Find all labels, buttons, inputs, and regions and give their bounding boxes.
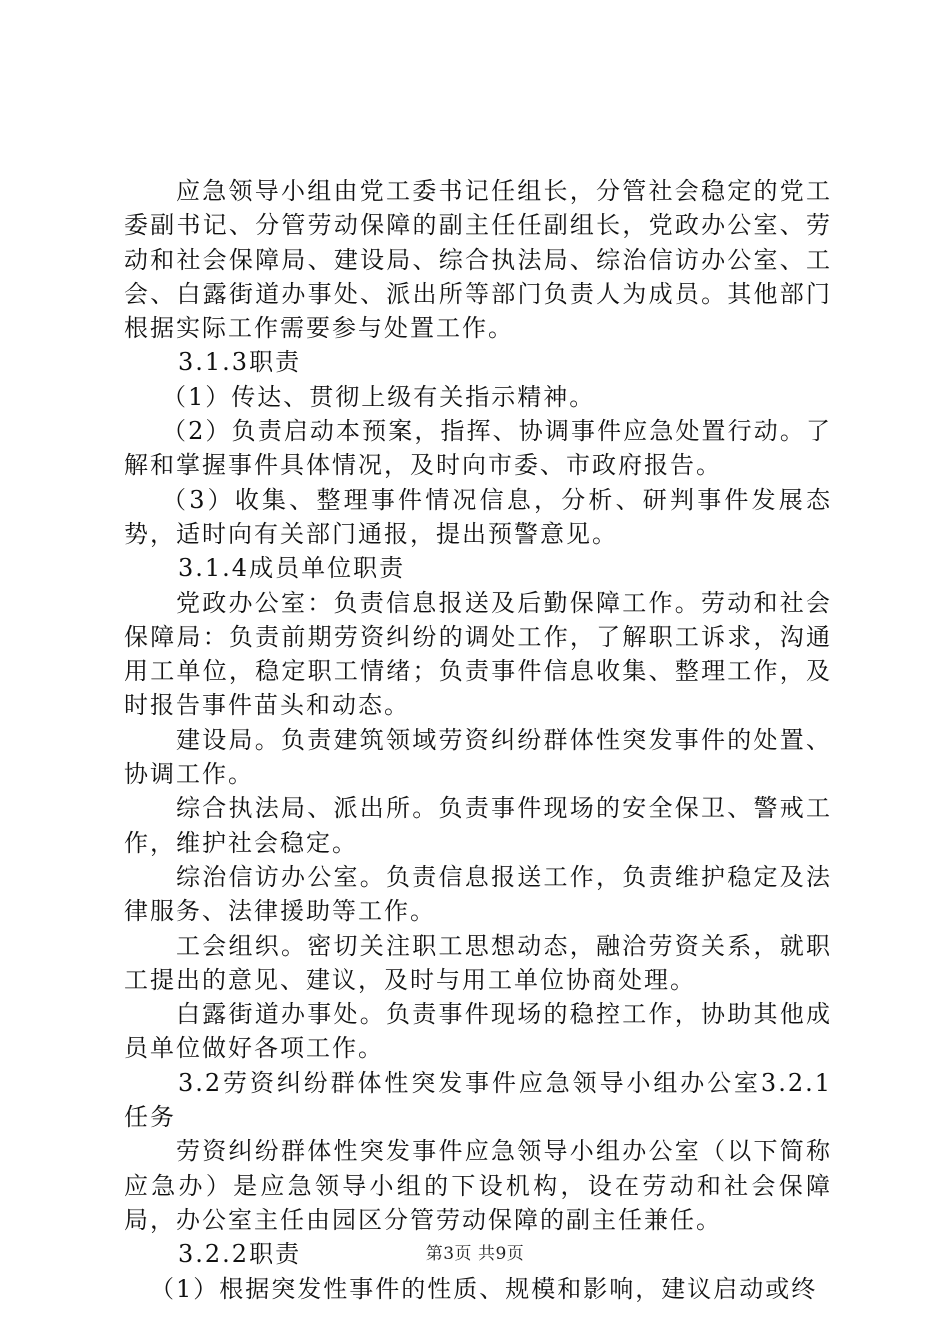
paragraph-leadership-composition: 应急领导小组由党工委书记任组长，分管社会稳定的党工委副书记、分管劳动保障的副主任任副组长，党政办公室、劳动和社会保障局、建设局、综合执法局、综治信访办公室、工会、白露街道办事处、派出所等部门负责人为成员。其他部门根据实际工作需要参与处置工作。 bbox=[124, 177, 832, 343]
duty-item-2: （2）负责启动本预案，指挥、协调事件应急处置行动。了解和掌握事件具体情况，及时向市委、市政府报告。 bbox=[124, 417, 832, 480]
paragraph-construction-bureau: 建设局。负责建筑领域劳资纠纷群体性突发事件的处置、协调工作。 bbox=[124, 725, 832, 789]
duty-item-office-1: （1）根据突发性事件的性质、规模和影响，建议启动或终 bbox=[150, 1274, 818, 1303]
paragraph-trade-union: 工会组织。密切关注职工思想动态，融洽劳资关系，就职工提出的意见、建议，及时与用工单位协商处理。 bbox=[124, 931, 832, 994]
section-heading-3-1-4: 3.1.4成员单位职责 bbox=[178, 554, 406, 583]
section-heading-3-1-3: 3.1.3职责 bbox=[178, 348, 302, 377]
paragraph-party-office-labor-bureau: 党政办公室：负责信息报送及后勤保障工作。劳动和社会保障局：负责前期劳资纠纷的调处工作，了解职工诉求，沟通用工单位，稳定职工情绪；负责事件信息收集、整理工作，及时报告事件苗头和动态。 bbox=[124, 588, 832, 720]
section-heading-3-2: 3.2劳资纠纷群体性突发事件应急领导小组办公室3.2.1任务 bbox=[124, 1068, 832, 1132]
paragraph-emergency-office: 劳资纠纷群体性突发事件应急领导小组办公室（以下简称应急办）是应急领导小组的下设机构，设在劳动和社会保障局，办公室主任由园区分管劳动保障的副主任兼任。 bbox=[124, 1137, 832, 1234]
duty-item-3: （3）收集、整理事件情况信息，分析、研判事件发展态势，适时向有关部门通报，提出预警意见。 bbox=[124, 485, 832, 548]
document-body bbox=[124, 174, 832, 1306]
paragraph-law-enforcement-police: 综合执法局、派出所。负责事件现场的安全保卫、警戒工作，维护社会稳定。 bbox=[124, 794, 832, 857]
section-heading-3-2-2: 3.2.2职责 bbox=[178, 1240, 302, 1269]
paragraph-bailu-street-office: 白露街道办事处。负责事件现场的稳控工作，协助其他成员单位做好各项工作。 bbox=[124, 1000, 832, 1063]
paragraph-petition-office: 综治信访办公室。负责信息报送工作，负责维护稳定及法律服务、法律援助等工作。 bbox=[124, 862, 832, 926]
duty-item-1: （1）传达、贯彻上级有关指示精神。 bbox=[162, 382, 596, 411]
page-number-footer: 第3页 共9页 bbox=[425, 1244, 525, 1264]
